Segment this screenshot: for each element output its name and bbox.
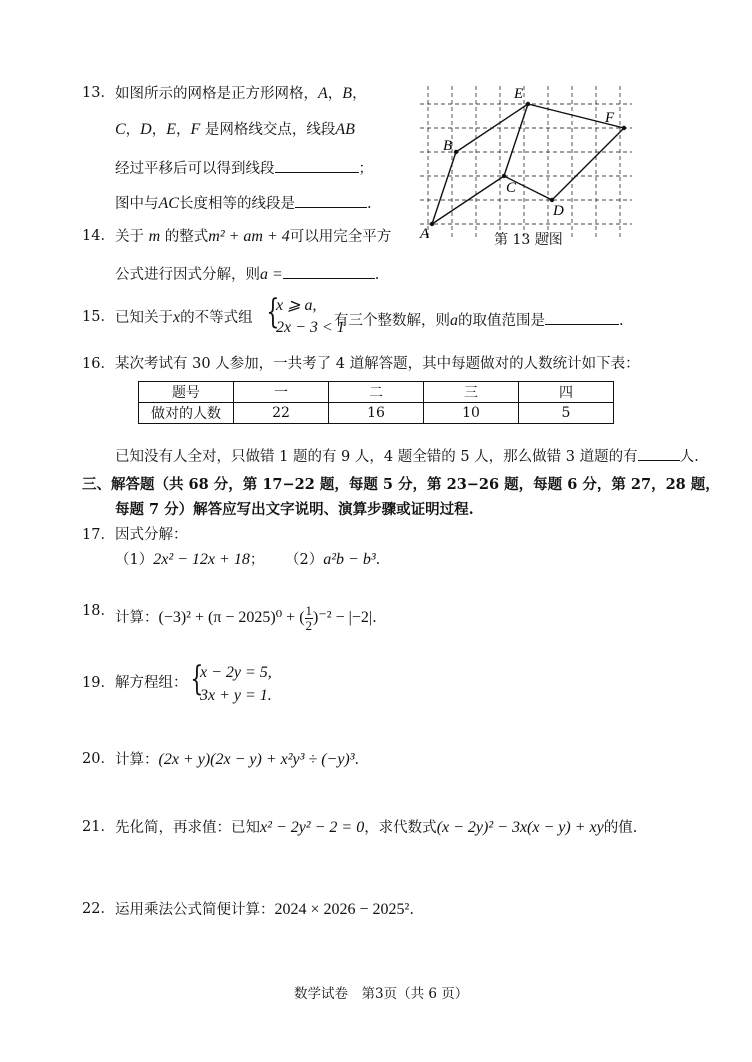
q20-expression: (2x + y)(2x − y) + x²y³ ÷ (−y)³ [158,751,355,768]
q14-text: 关于 [115,229,144,245]
q15-brace: { [266,292,280,332]
q14-number: 14． [82,228,115,244]
q14-var-m: m [148,228,161,245]
q15-var-x: x [173,309,181,326]
q14-blank[interactable] [283,264,375,279]
q15-inequality-1: x ⩾ a, [276,297,317,314]
table-cell: 做对的人数 [139,403,234,424]
q16-follow [115,446,699,465]
q21-end: 的值. [603,820,638,836]
q13-period: . [366,196,372,212]
page-footer: 数学试卷 第3页（共 6 页） [294,986,469,1002]
q13-number: 13． [82,85,115,101]
q19-equation-1: x − 2y = 5, [200,664,272,681]
q15-text-a [115,310,253,326]
table-cell: 5 [519,403,614,424]
q17-expr1: 2x² − 12x + 18 [153,551,250,568]
q19-label: 解方程组： [115,675,188,691]
q13-line4 [115,193,372,212]
q13-text4b: 长度相等的线段是 [178,196,295,212]
q14-a-equals: a = [260,266,283,283]
q15-period: . [619,313,624,329]
q18-label: 计算： [115,610,159,627]
q17-part1-label: （1） [115,552,154,568]
q19-number: 19． [82,675,115,691]
q13-line3 [115,158,373,177]
table-cell: 四 [519,382,614,403]
q15-range-label: 的取值范围是 [458,313,545,329]
point-e-label: E [514,86,524,102]
q18-expr-left: (−3)² + (π − 2025)⁰ + ( [158,609,305,627]
q17-title: 因式分解： [115,527,188,543]
q13-text4: 图中与 [115,196,159,212]
q21-number: 21． [82,819,115,835]
table-cell: 一 [234,382,329,403]
q13-figure-caption: 第 13 题图 [494,232,563,248]
q14-line2 [115,264,379,283]
q13-semicolon: ； [358,161,373,177]
q13-line1: 如图所示的网格是正方形网格，A，B， [115,85,367,102]
point-a-label: A [420,226,430,242]
q14-text-c: 可以用完全平方 [289,229,392,245]
q17-part2-label: （2） [285,552,324,568]
q21-mid: ，求代数式 [364,820,437,836]
q18-line [115,604,377,632]
q15-lead: 已知关于 [115,310,173,326]
table-row [139,403,614,424]
q13-blank-2[interactable] [295,193,367,208]
section3-heading: 三、解答题（共 68 分，第 17−22 题，每题 5 分，第 23−26 题，每题 6 分，第 27，28 题， [82,476,720,493]
table-cell: 三 [424,382,519,403]
q16-unit: 人. [679,449,699,465]
table-header-row [139,382,614,403]
q22-expression: 2024 × 2026 − 2025² [274,901,410,918]
q18-fraction [305,604,314,632]
q13-text2: 是网格线交点，线段 [204,122,336,138]
section3-heading-2: 每题 7 分）解答应写出文字说明、演算步骤或证明过程. [115,501,474,518]
q21-expression: (x − 2y)² − 3x(x − y) + xy [436,819,604,836]
q16-blank[interactable] [638,446,680,461]
q16-text: 某次考试有 30 人参加，一共考了 4 道解答题，其中每题做对的人数统计如下表： [115,356,640,372]
q20-number: 20． [82,751,115,767]
table-cell: 10 [424,403,519,424]
q14-text-b: 的整式 [164,229,209,245]
q18-period: . [372,610,377,627]
point-c-label: C [506,180,517,196]
q13-segment-ab: AB [335,121,355,138]
point-d-label: D [553,203,564,219]
q15-mid: 有三个整数解，则 [334,313,450,329]
q22-period: . [409,902,414,918]
table-cell: 二 [329,382,424,403]
q14-period: . [374,267,380,283]
q14-text2: 公式进行因式分解，则 [115,267,260,283]
q13-line2: C，D，E，F 是网格线交点，线段AB [115,121,355,138]
q15-number: 15． [82,309,115,325]
q13-text3: 经过平移后可以得到线段 [115,161,275,177]
point-f-label: F [605,110,615,126]
q18-expr-right: )⁻² − |−2| [313,609,373,627]
q22-label: 运用乘法公式简便计算： [115,902,275,918]
q15-var-a: a [450,312,458,329]
q17-number: 17． [82,527,115,543]
q13-segment-ac: AC [158,195,179,212]
q16-number: 16． [82,356,115,372]
fraction-numerator: 1 [305,603,313,618]
q13-blank-1[interactable] [275,158,359,173]
q16-table [138,381,614,424]
q15-system-label: 的不等式组 [180,310,253,326]
q21-line [115,820,637,836]
q20-label: 计算： [115,752,159,768]
q20-period: . [354,752,360,768]
q14-expression: m² + am + 4 [208,228,290,245]
q19-equation-2: 3x + y = 1. [200,687,272,704]
q17-expr2: a²b − b³ [323,551,376,568]
q17-semicolon: ； [249,552,265,568]
q13-comma: ， [327,86,343,102]
q22-line [115,902,414,918]
q15-blank[interactable] [545,310,619,325]
q22-number: 22． [82,901,115,917]
q15-inequality-2: 2x − 3 < 1 [276,319,345,336]
q16-follow-text: 已知没有人全对，只做错 1 题的有 9 人，4 题全错的 5 人，那么做错 3 道题的有 [115,449,638,465]
q17-part2 [285,552,380,568]
q20-line [115,752,359,768]
q15-text-b [334,310,624,329]
q17-period: . [375,552,381,568]
table-cell: 16 [329,403,424,424]
q19-brace: { [190,659,204,699]
q21-lead: 先化简，再求值：已知 [115,820,260,836]
table-cell: 题号 [139,382,234,403]
q21-condition: x² − 2y² − 2 = 0 [260,819,365,836]
q18-number: 18． [82,603,115,619]
q17-part1 [115,552,264,568]
q14-line1 [115,229,391,245]
fraction-denominator: 2 [305,617,313,633]
q13-grid-figure [418,80,640,250]
point-b-label: B [443,138,453,154]
q13-text: 如图所示的网格是正方形网格， [115,86,318,102]
table-cell: 22 [234,403,329,424]
